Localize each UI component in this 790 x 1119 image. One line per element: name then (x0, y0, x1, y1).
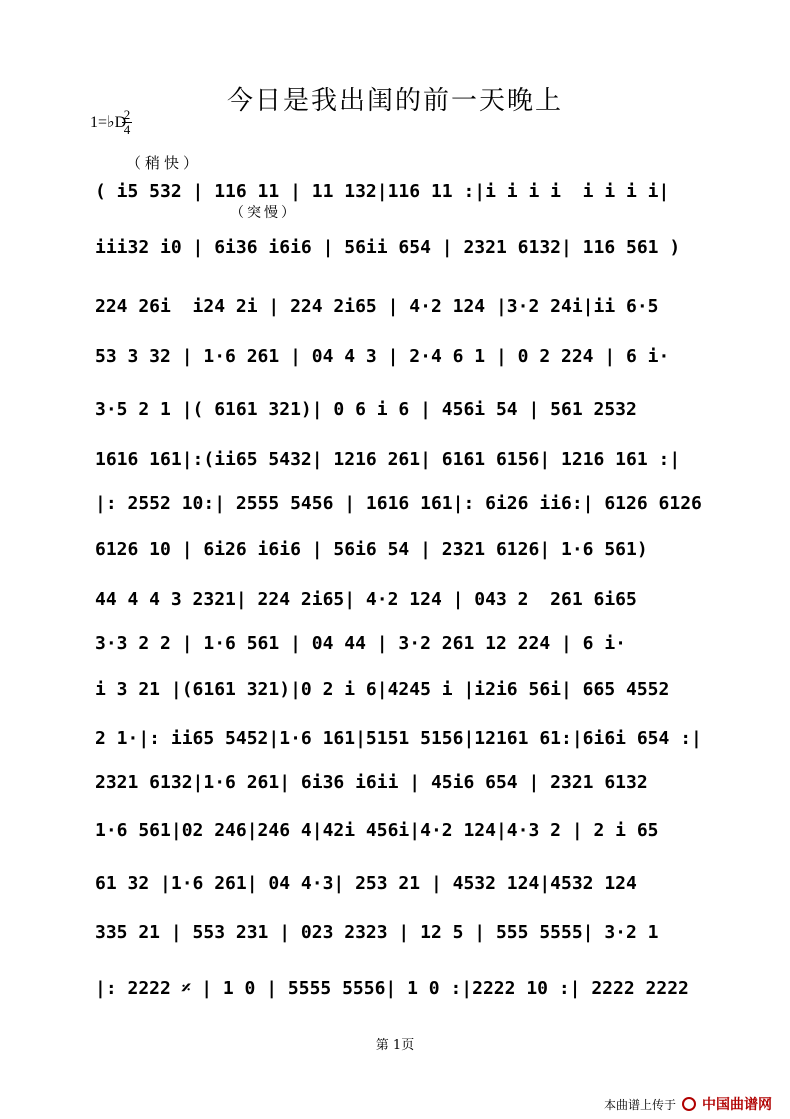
score-line: 1616 161|:(ii65 5432| 1216 261| 6161 6156| 1216 161 :| (95, 449, 681, 470)
site-logo-icon (682, 1097, 696, 1111)
score-line: i 3 21 |(6161 321)|0 2 i 6|4245 i |i2i6 56i| 665 4552 (95, 679, 670, 700)
score-line: 6126 10 | 6i26 i6i6 | 56i6 54 | 2321 6126| 1·6 561) (95, 539, 648, 560)
score-line: |: 2552 10:| 2555 5456 | 1616 161|: 6i26 ii6:| 6126 6126 (95, 493, 702, 514)
score-line: iii32 i0 | 6i36 i6i6 | 56ii 654 | 2321 6132| 116 561 ) (95, 237, 681, 258)
score-line: ( i5 532 | 116 11 | 11 132|116 11 :|i i i i i i i i| (95, 181, 670, 202)
tempo-marking: （稍快） (126, 154, 203, 172)
meter-bottom: 4 (123, 122, 131, 137)
score-line: 1·6 561|02 246|246 4|42i 456i|4·2 124|4·3 2 | 2 i 65 (95, 820, 659, 841)
score-line: |: 2222 𝄎 | 1 0 | 5555 5556| 1 0 :|2222 10 :| 2222 2222 (95, 978, 689, 999)
footer-credit (604, 1094, 772, 1114)
tempo-change-marking: （突慢） (230, 205, 298, 221)
footer-text: 本曲谱上传于 (603, 1097, 676, 1112)
score-line: 335 21 | 553 231 | 023 2323 | 12 5 | 555 5555| 3·2 1 (95, 922, 659, 943)
score-line: 44 4 4 3 2321| 224 2i65| 4·2 124 | 043 2 261 6i65 (95, 589, 637, 610)
score-line: 53 3 32 | 1·6 261 | 04 4 3 | 2·4 6 1 | 0 2 224 | 6 i· (95, 346, 670, 367)
meter-top: 2 (123, 107, 131, 122)
key-signature: 1=♭D (90, 114, 127, 131)
site-name: 中国曲谱网 (702, 1097, 772, 1113)
page-number: 第 1页 (375, 1038, 415, 1053)
score-line: 3·5 2 1 |( 6161 321)| 0 6 i 6 | 456i 54 | 561 2532 (95, 399, 637, 420)
time-signature (122, 108, 132, 137)
page-title: 今日是我出闺的前一天晚上 (226, 86, 563, 116)
score-line: 3·3 2 2 | 1·6 561 | 04 44 | 3·2 261 12 224 | 6 i· (95, 633, 627, 654)
score-line: 61 32 |1·6 261| 04 4·3| 253 21 | 4532 124|4532 124 (95, 873, 637, 894)
score-line: 2 1·|: ii65 5452|1·6 161|5151 5156|12161 61:|6i6i 654 :| (95, 728, 702, 749)
score-line: 224 26i i24 2i | 224 2i65 | 4·2 124 |3·2 24i|ii 6·5 (95, 296, 659, 317)
score-line: 2321 6132|1·6 261| 6i36 i6ii | 45i6 654 | 2321 6132 (95, 772, 648, 793)
